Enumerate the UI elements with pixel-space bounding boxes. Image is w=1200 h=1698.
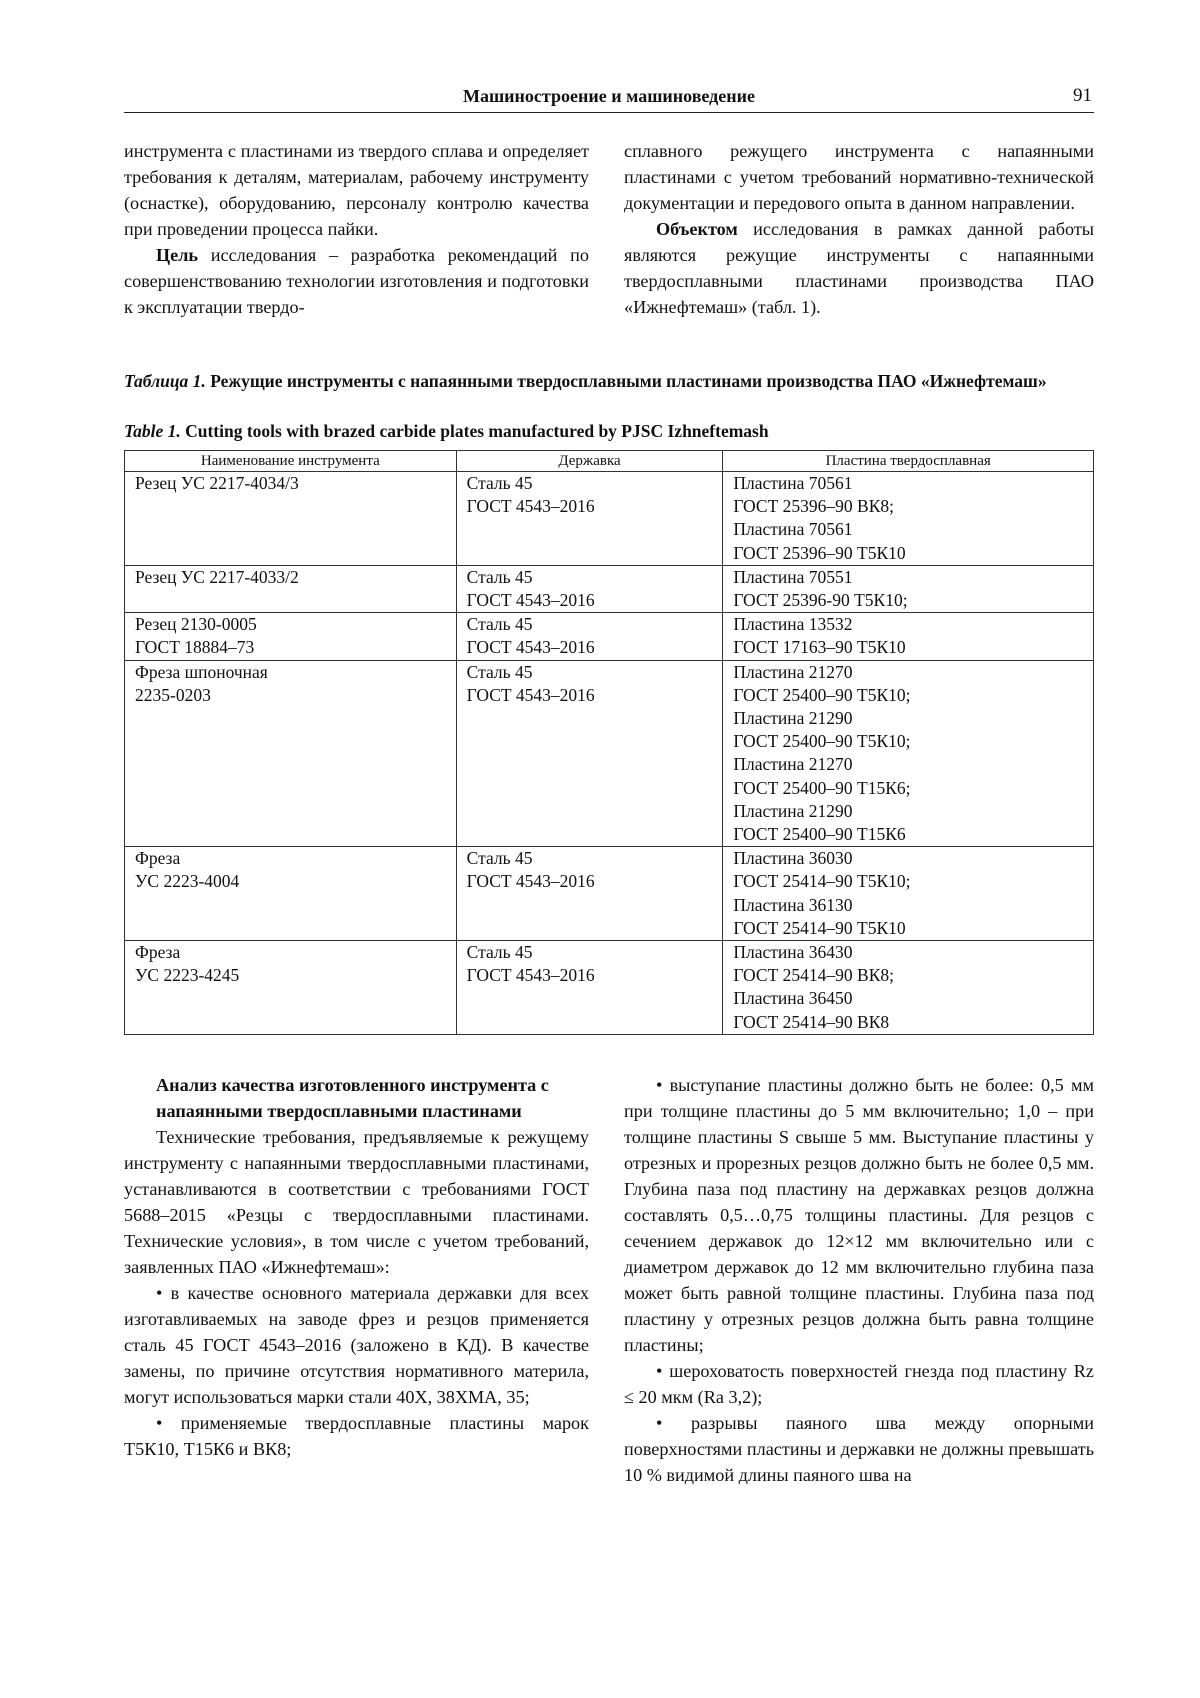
caption-label: Таблица 1. (124, 371, 206, 391)
cell-line: ГОСТ 18884–73 (135, 637, 255, 658)
cell-line: ГОСТ 4543–2016 (466, 965, 595, 986)
cell-line: ГОСТ 25400–90 Т5К10; (733, 684, 911, 705)
cell-line: Пластина 70561 (733, 473, 853, 493)
cell-line: ГОСТ 25396-90 Т5К10; (733, 590, 908, 611)
cell-line: Резец УС 2217-4034/3 (135, 473, 299, 493)
table-row (125, 941, 1094, 1035)
table-caption-en (124, 420, 1094, 443)
paragraph-text: исследования – разработка рекомендаций по совершенствованию технологии изготовления и подготовки к эксплуатации твердо- (124, 245, 589, 317)
cell-line: Фреза (135, 848, 181, 869)
table-row (125, 613, 1094, 660)
tool-name-cell (125, 565, 457, 612)
bottom-left-column (124, 1072, 589, 1462)
cell-line: Пластина 13532 (733, 614, 853, 635)
bullet-item: • в качестве основного материала державки для всех изготавливаемых на заводе фрез и резцов применяется сталь 45 ГОСТ 4543–2016 (заложено в КД). В качестве замены, по причине отсутствия нормативного материла, могут использоваться марки стали 40Х, 38ХМА, 35; (124, 1280, 589, 1410)
cell-line: Сталь 45 (466, 661, 533, 682)
cell-line: Пластина 21270 (733, 754, 853, 775)
cell-line: Пластина 21290 (733, 708, 853, 729)
cell-line: Сталь 45 (466, 473, 533, 493)
tool-name-cell (125, 472, 457, 566)
plate-cell (723, 565, 1094, 612)
cell-line: Фреза шпоночная (135, 661, 268, 682)
top-left-column (124, 138, 589, 320)
holder-cell (456, 565, 723, 612)
bottom-right-column (624, 1072, 1094, 1488)
cell-line: ГОСТ 25396–90 Т5К10 (733, 542, 906, 563)
tool-name-cell (125, 660, 457, 847)
cell-line: Пластина 70551 (733, 566, 853, 587)
bold-term: Объектом (656, 219, 738, 239)
plate-cell (723, 613, 1094, 660)
cell-line: ГОСТ 4543–2016 (466, 871, 595, 892)
cell-line: Пластина 36030 (733, 848, 853, 869)
bullet-item: • выступание пластины должно быть не более: 0,5 мм при толщине пластины до 5 мм включительно; 1,0 – при толщине пластины S свыше 5 мм. Выступание пластины у отрезных и прорезных резцов должно быть не более 0,5 мм. Глубина паза под пластину на державках резцов должна составлять 0,5…0,75 толщины пластины. Для резцов с сечением державок до 12×12 мм включительно или с диаметром державок до 12 мм включительно глубина паза может быть равной толщине пластины. Глубина паза под пластину у отрезных резцов должна быть равна толщине пластины; (624, 1072, 1094, 1358)
section-heading: Анализ качества изготовленного инструмента с напаянными твердосплавными пластинами (156, 1075, 549, 1121)
table-header-cell: Державка (456, 451, 723, 472)
paragraph: Технические требования, предъявляемые к режущему инструменту с напаянными твердосплавными пластинами, устанавливаются в соответствии с требованиями ГОСТ 5688–2015 «Резцы с твердосплавными пластинами. Технические условия», в том числе с учетом требований, заявленных ПАО «Ижнефтемаш»: (124, 1127, 589, 1277)
cell-line: Пластина 36130 (733, 894, 853, 915)
cell-line: ГОСТ 4543–2016 (466, 496, 595, 517)
cell-line: Резец 2130-0005 (135, 614, 257, 635)
cell-line: УС 2223-4004 (135, 871, 240, 892)
bullet-item: • применяемые твердосплавные пластины марок Т5К10, Т15К6 и ВК8; (124, 1410, 589, 1462)
cell-line: Сталь 45 (466, 614, 533, 635)
holder-cell (456, 941, 723, 1035)
cell-line: 2235-0203 (135, 684, 211, 705)
holder-cell (456, 613, 723, 660)
cell-line: ГОСТ 17163–90 Т5К10 (733, 637, 906, 658)
paragraph (124, 242, 589, 320)
table-caption-ru (124, 370, 1094, 393)
tools-table (124, 450, 1094, 1035)
top-right-column (624, 138, 1094, 320)
plate-cell (723, 660, 1094, 847)
cell-line: ГОСТ 4543–2016 (466, 637, 595, 658)
table-header-cell: Пластина твердосплавная (723, 451, 1094, 472)
bullet-item: • шероховатость поверхностей гнезда под пластину Rz ≤ 20 мкм (Ra 3,2); (624, 1358, 1094, 1410)
cell-line: ГОСТ 25396–90 ВК8; (733, 496, 894, 517)
table-header-cell: Наименование инструмента (125, 451, 457, 472)
cell-line: ГОСТ 25414–90 Т5К10 (733, 917, 906, 938)
table-row (125, 565, 1094, 612)
running-header (124, 84, 1094, 113)
cell-line: ГОСТ 25400–90 Т5К10; (733, 731, 911, 752)
table-row (125, 847, 1094, 941)
caption-label: Table 1. (124, 421, 181, 441)
cell-line: Сталь 45 (466, 566, 533, 587)
cell-line: Пластина 36450 (733, 988, 853, 1009)
paragraph (624, 216, 1094, 320)
plate-cell (723, 472, 1094, 566)
paragraph: инструмента с пластинами из твердого сплава и определяет требования к деталям, материалам, рабочему инструменту (оснастке), оборудованию, персоналу контролю качества при проведении процесса пайки. (124, 141, 589, 239)
holder-cell (456, 660, 723, 847)
paragraph-text: исследования в рамках данной работы являются режущие инструменты с напаянными твердосплавными пластинами производства ПАО «Ижнефтемаш» (табл. 1). (624, 219, 1094, 317)
cell-line: Фреза (135, 942, 181, 963)
cell-line: Резец УС 2217-4033/2 (135, 566, 299, 587)
cell-line: Пластина 70561 (733, 519, 853, 540)
cell-line: Пластина 21270 (733, 661, 853, 682)
cell-line: УС 2223-4245 (135, 965, 240, 986)
tool-name-cell (125, 613, 457, 660)
cell-line: ГОСТ 4543–2016 (466, 590, 595, 611)
cell-line: ГОСТ 25414–90 ВК8 (733, 1011, 890, 1032)
caption-text: Режущие инструменты с напаянными твердосплавными пластинами производства ПАО «Ижнефтемаш» (205, 371, 1047, 391)
cell-line: ГОСТ 25400–90 Т15К6 (733, 824, 906, 845)
holder-cell (456, 847, 723, 941)
cell-line: Сталь 45 (466, 848, 533, 869)
cell-line: ГОСТ 25414–90 ВК8; (733, 965, 894, 986)
tool-name-cell (125, 941, 457, 1035)
page-number: 91 (1073, 85, 1092, 106)
cell-line: Сталь 45 (466, 942, 533, 963)
bold-term: Цель (156, 245, 199, 265)
holder-cell (456, 472, 723, 566)
cell-line: ГОСТ 25400–90 Т15К6; (733, 777, 911, 798)
paragraph: сплавного режущего инструмента с напаянными пластинами с учетом требований нормативно-технической документации и передового опыта в данном направлении. (624, 141, 1094, 213)
tool-name-cell (125, 847, 457, 941)
journal-section-title: Машиностроение и машиноведение (462, 86, 755, 106)
plate-cell (723, 847, 1094, 941)
caption-text: Cutting tools with brazed carbide plates manufactured by PJSC Izhneftemash (180, 421, 769, 441)
table-row (125, 472, 1094, 566)
table-row (125, 660, 1094, 847)
table-header-row (125, 451, 1094, 472)
bullet-item: • разрывы паяного шва между опорными поверхностями пластины и державки не должны превышать 10 % видимой длины паяного шва на (624, 1410, 1094, 1488)
plate-cell (723, 941, 1094, 1035)
cell-line: ГОСТ 25414–90 Т5К10; (733, 871, 911, 892)
cell-line: ГОСТ 4543–2016 (466, 684, 595, 705)
cell-line: Пластина 21290 (733, 800, 853, 821)
table-body (125, 472, 1094, 1035)
cell-line: Пластина 36430 (733, 942, 853, 963)
